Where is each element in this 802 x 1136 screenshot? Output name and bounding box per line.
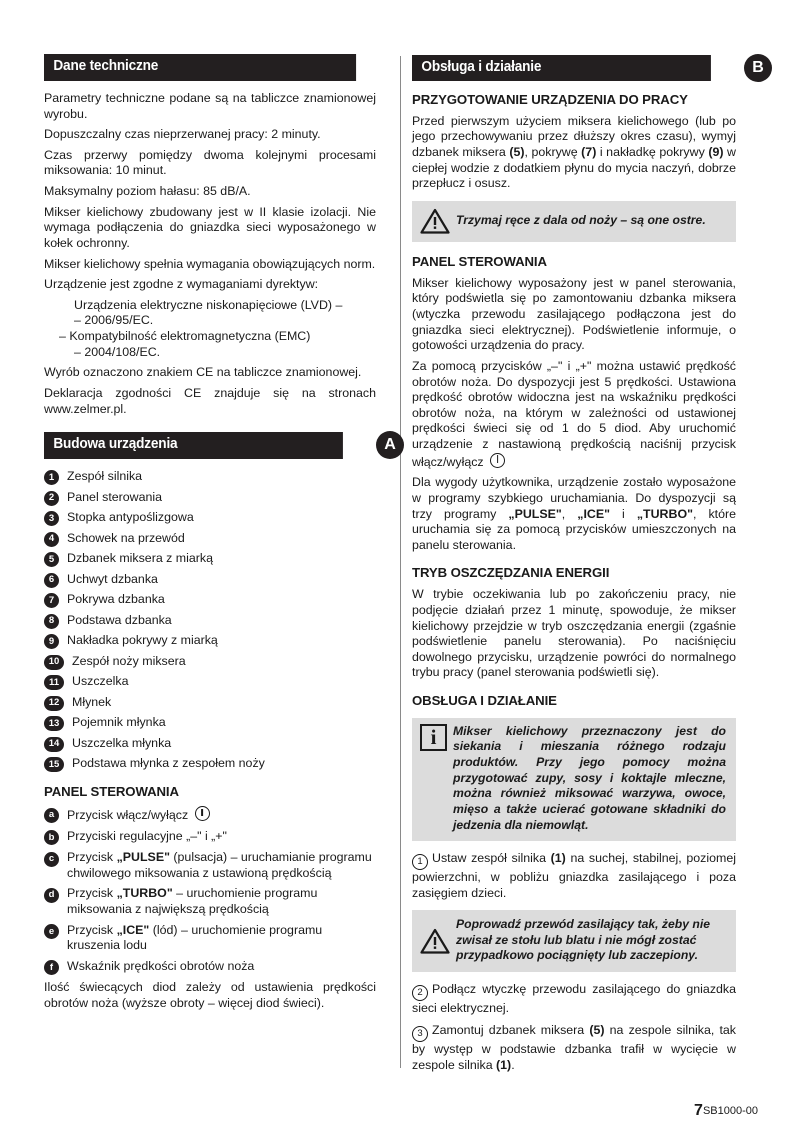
step-text: Zamontuj dzbanek miksera <box>432 1023 590 1038</box>
part-number: 12 <box>44 696 64 711</box>
part-label: Zespół silnika <box>67 469 143 484</box>
warning-triangle-icon <box>420 208 450 234</box>
prep-text: Przed pierwszym użyciem miksera kielichowego (lub po jego przechowywaniu przez dłuższy okres czasu), wymyj dzbanek miksera <box>412 113 736 160</box>
step-text: na zespole silnika, tak by występ w podstawie dzbanka trafił w wycięcie w zespole silnika <box>412 1023 736 1072</box>
part-reference: (1) <box>496 1057 512 1072</box>
part-label: Stopka antypoślizgowa <box>67 510 194 525</box>
part-reference: (7) <box>581 145 597 160</box>
warning-text: Poprowadź przewód zasilający tak, żeby nie zwisał ze stołu lub blatu i nie mógł zostać przypadkowo pociągnięty lub zaczepiony. <box>456 917 710 963</box>
control-label <box>67 850 376 881</box>
tech-paragraph: Mikser kielichowy spełnia wymagania obowiązujących norm. <box>44 256 376 271</box>
part-number: 4 <box>44 532 59 547</box>
part-label: Podstawa młynka z zespołem noży <box>72 756 265 771</box>
part-number: 13 <box>44 716 64 731</box>
part-number: 8 <box>44 614 59 629</box>
step-number: 1 <box>412 854 428 870</box>
heading-panel-sterowania-right: PANEL STEROWANIA <box>412 253 547 269</box>
program-name: „ICE" <box>577 506 610 521</box>
heading-panel-sterowania: PANEL STEROWANIA <box>44 784 179 800</box>
program-name: „PULSE" <box>116 850 170 865</box>
warning-triangle-icon <box>420 928 450 954</box>
part-label: Uchwyt dzbanka <box>67 571 158 586</box>
figure-badge-a: A <box>376 431 404 459</box>
list-item <box>44 592 376 608</box>
list-item <box>44 654 376 670</box>
control-panel-list <box>44 806 376 975</box>
part-number: 2 <box>44 491 59 506</box>
part-number: 15 <box>44 757 64 772</box>
warning-callout <box>412 910 736 972</box>
part-reference: (5) <box>589 1023 605 1038</box>
program-name: „PULSE" <box>508 506 562 521</box>
control-paragraph: Mikser kielichowy wyposażony jest w panel sterowania, który podświetla się po zamontowaniu dzbanka miksera (wtyczka przewodu zasilającego podłączona jest do gniazdka sieci elektrycznej). Podświetlenie informuje, o gotowości urządzenia do pracy. <box>412 275 736 353</box>
list-item <box>44 510 376 526</box>
tech-paragraph: Urządzenie jest zgodne z wymaganiami dyrektyw: <box>44 277 319 292</box>
control-text: , <box>561 506 578 521</box>
figure-badge-b: B <box>744 54 772 82</box>
program-name: „TURBO" <box>116 886 173 901</box>
document-code: SB1000-00 <box>702 1105 758 1117</box>
part-number: 3 <box>44 511 59 526</box>
list-item <box>44 572 376 588</box>
control-letter: b <box>44 830 59 845</box>
list-item <box>44 490 376 506</box>
info-text: Mikser kielichowy przeznaczony jest do siekania i mieszania różnego rodzaju produktów. Przy jego pomocy można przygotować zupy, sosy i koktajle mleczne, można również miksować warzywa, owoce, mięso a także ucierać gotowane składniki do jedzenia dla niemowląt. <box>453 723 726 832</box>
list-item <box>44 829 376 846</box>
energy-paragraph: W trybie oczekiwania lub po zakończeniu pracy, nie podjęcie działań przez 1 minutę, spowoduje, że mikser kielichowy przejdzie w tryb oszczędzania energii (zgaśnie podświetlenie panelu sterowania). Po naciśnięciu dowolnego przycisku, urządzenie powróci do normalnego trybu pracy (panel sterowania podświetli się). <box>412 587 736 680</box>
tech-paragraph: Deklaracja zgodności CE znajduje się na stronach www.zelmer.pl. <box>44 385 376 416</box>
list-item <box>44 469 376 485</box>
part-reference: (5) <box>509 145 525 160</box>
list-item <box>44 551 376 567</box>
tech-paragraph: Mikser kielichowy zbudowany jest w II klasie izolacji. Nie wymaga podłączenia do gniazdka sieci wyposażonego w kołek ochronny. <box>44 204 376 250</box>
part-number: 14 <box>44 737 64 752</box>
list-item <box>44 695 376 711</box>
heading-przygotowanie: PRZYGOTOWANIE URZĄDZENIA DO PRACY <box>412 92 688 107</box>
program-name: „TURBO" <box>636 506 693 521</box>
control-paragraph <box>412 359 736 470</box>
left-column <box>44 54 396 1080</box>
tech-paragraph: Maksymalny poziom hałasu: 85 dB/A. <box>44 184 251 199</box>
list-item <box>44 850 376 881</box>
part-label: Zespół noży miksera <box>72 653 186 668</box>
warning-callout <box>412 201 736 242</box>
list-item <box>44 633 376 649</box>
control-text: Dla wygody użytkownika, urządzenie zostało wyposażone w programy szybkiego uruchamiania. Do dyspozycji są trzy programy <box>412 475 736 521</box>
step-item <box>412 851 736 901</box>
directive-line: – 2006/95/EC. <box>74 313 154 328</box>
directive-line: – Kompatybilność elektromagnetyczna (EMC) <box>59 329 311 344</box>
list-item <box>44 886 376 917</box>
power-icon <box>195 806 210 821</box>
part-number: 6 <box>44 573 59 588</box>
part-number: 5 <box>44 552 59 567</box>
info-i-icon: i <box>420 724 447 751</box>
prep-text: , pokrywę <box>524 145 582 160</box>
list-item <box>44 756 376 772</box>
control-text: (lód) – uruchomienie programu kruszenia lodu <box>67 922 323 953</box>
control-label <box>67 886 376 917</box>
control-text: , które uruchamia się za pomocą przycisków umieszczonych na panelu sterowania. <box>412 506 736 552</box>
control-text: Za pomocą przycisków „–" i „+" można ustawić prędkość obrotów noża. Do dyspozycji jest 5 prędkości. Ustawiona prędkość obrotów widoczna jest na wskaźniku prędkości obrotów noża, na którym w zależności od ustawionej prędkości świeci się od 1 do 5 diod. Aby uruchomić urządzenie z nastawioną prędkością naciśnij przycisk włącz/wyłącz <box>412 358 736 469</box>
list-item <box>44 736 376 752</box>
part-number: 7 <box>44 593 59 608</box>
panel-closing-note: Ilość świecących diod zależy od ustawienia prędkości obrotów noża (wyższe obroty – więcej diod świeci). <box>44 980 376 1011</box>
directive-line: Urządzenia elektryczne niskonapięciowe (LVD) – <box>74 297 343 312</box>
step-number: 2 <box>412 985 428 1001</box>
control-text: Przycisk <box>67 922 117 937</box>
program-name: „ICE" <box>116 922 150 937</box>
part-label: Pojemnik młynka <box>72 715 166 730</box>
list-item <box>44 531 376 547</box>
prep-text: i nakładkę pokrywy <box>596 145 709 160</box>
control-letter: e <box>44 924 59 939</box>
info-callout <box>412 718 736 841</box>
part-label: Schowek na przewód <box>67 530 185 545</box>
part-number: 10 <box>44 655 64 670</box>
step-text: na suchej, stabilnej, poziomej powierzchni, w pobliżu gniazdka zasilającego i poza zasięgiem dzieci. <box>412 851 736 900</box>
two-column-layout <box>44 54 764 1080</box>
tech-paragraph: Dopuszczalny czas nieprzerwanej pracy: 2 minuty. <box>44 127 321 142</box>
list-item <box>44 715 376 731</box>
step-text: Podłącz wtyczkę przewodu zasilającego do gniazdka sieci elektrycznej. <box>412 981 736 1015</box>
control-label <box>67 806 376 824</box>
section-title-bar: Obsługa i działanie <box>412 55 711 82</box>
part-label: Dzbanek miksera z miarką <box>67 551 213 566</box>
step-item <box>412 982 736 1016</box>
heading-tryb-oszczedzania: TRYB OSZCZĘDZANIA ENERGII <box>412 565 610 581</box>
right-column <box>390 54 764 1080</box>
step-text: . <box>511 1057 515 1072</box>
section-title-bar: Dane techniczne <box>44 54 356 81</box>
part-number: 11 <box>44 675 64 690</box>
control-text: – uruchomienie programu miksowania z największą prędkością <box>67 886 318 917</box>
part-number: 1 <box>44 470 59 485</box>
section-title-bar: Budowa urządzenia <box>44 432 343 459</box>
page-number: 7 <box>694 1102 703 1119</box>
part-number: 9 <box>44 634 59 649</box>
parts-list <box>44 469 376 772</box>
part-reference: (9) <box>708 145 724 160</box>
section-header-dane-techniczne <box>44 54 376 81</box>
prep-paragraph <box>412 114 736 192</box>
control-letter: c <box>44 852 59 867</box>
control-letter: d <box>44 888 59 903</box>
control-label: Przyciski regulacyjne „–" i „+" <box>67 828 227 843</box>
list-item <box>44 923 376 954</box>
part-label: Pokrywa dzbanka <box>67 592 165 607</box>
control-text: Przycisk <box>67 850 117 865</box>
control-label: Wskaźnik prędkości obrotów noża <box>67 958 255 973</box>
part-label: Uszczelka <box>72 674 129 689</box>
power-icon <box>490 453 505 468</box>
tech-paragraph: Parametry techniczne podane są na tabliczce znamionowej wyrobu. <box>44 90 376 121</box>
control-letter: f <box>44 960 59 975</box>
part-label: Podstawa dzbanka <box>67 612 172 627</box>
list-item <box>44 674 376 690</box>
page-footer <box>694 1102 758 1120</box>
part-label: Młynek <box>72 694 112 709</box>
prep-text: w ciepłej wodzie z dodatkiem płynu do mycia naczyń, dobrze przepłucz i osusz. <box>412 145 736 191</box>
section-header-budowa-urzadzenia <box>44 431 396 459</box>
control-label <box>67 923 376 954</box>
section-header-obsluga-i-dzialanie <box>412 54 764 82</box>
step-number: 3 <box>412 1026 428 1042</box>
step-text: Ustaw zespół silnika <box>432 851 551 866</box>
part-label: Panel sterowania <box>67 489 163 504</box>
directive-line: – 2004/108/EC. <box>74 344 161 359</box>
list-item <box>44 806 376 824</box>
warning-text: Trzymaj ręce z dala od noży – są one ostre. <box>456 213 706 228</box>
control-letter: a <box>44 808 59 823</box>
part-label: Nakładka pokrywy z miarką <box>67 633 218 648</box>
tech-paragraph: Wyrób oznaczono znakiem CE na tabliczce znamionowej. <box>44 365 362 380</box>
list-item <box>44 959 376 976</box>
list-item <box>44 613 376 629</box>
control-text: i <box>610 506 637 521</box>
part-label: Uszczelka młynka <box>72 735 172 750</box>
part-reference: (1) <box>550 851 566 866</box>
control-text: Przycisk włącz/wyłącz <box>67 808 192 823</box>
tech-paragraph: Czas przerwy pomiędzy dwoma kolejnymi procesami miksowania: 10 minut. <box>44 147 376 178</box>
control-paragraph <box>412 475 736 553</box>
control-text: (pulsacja) – uruchamianie programu chwilowego miksowania z ustawioną prędkością <box>67 850 372 880</box>
control-text: Przycisk <box>67 886 117 901</box>
step-item <box>412 1023 736 1073</box>
heading-obsluga-i-dzialanie: OBSŁUGA I DZIAŁANIE <box>412 693 557 709</box>
